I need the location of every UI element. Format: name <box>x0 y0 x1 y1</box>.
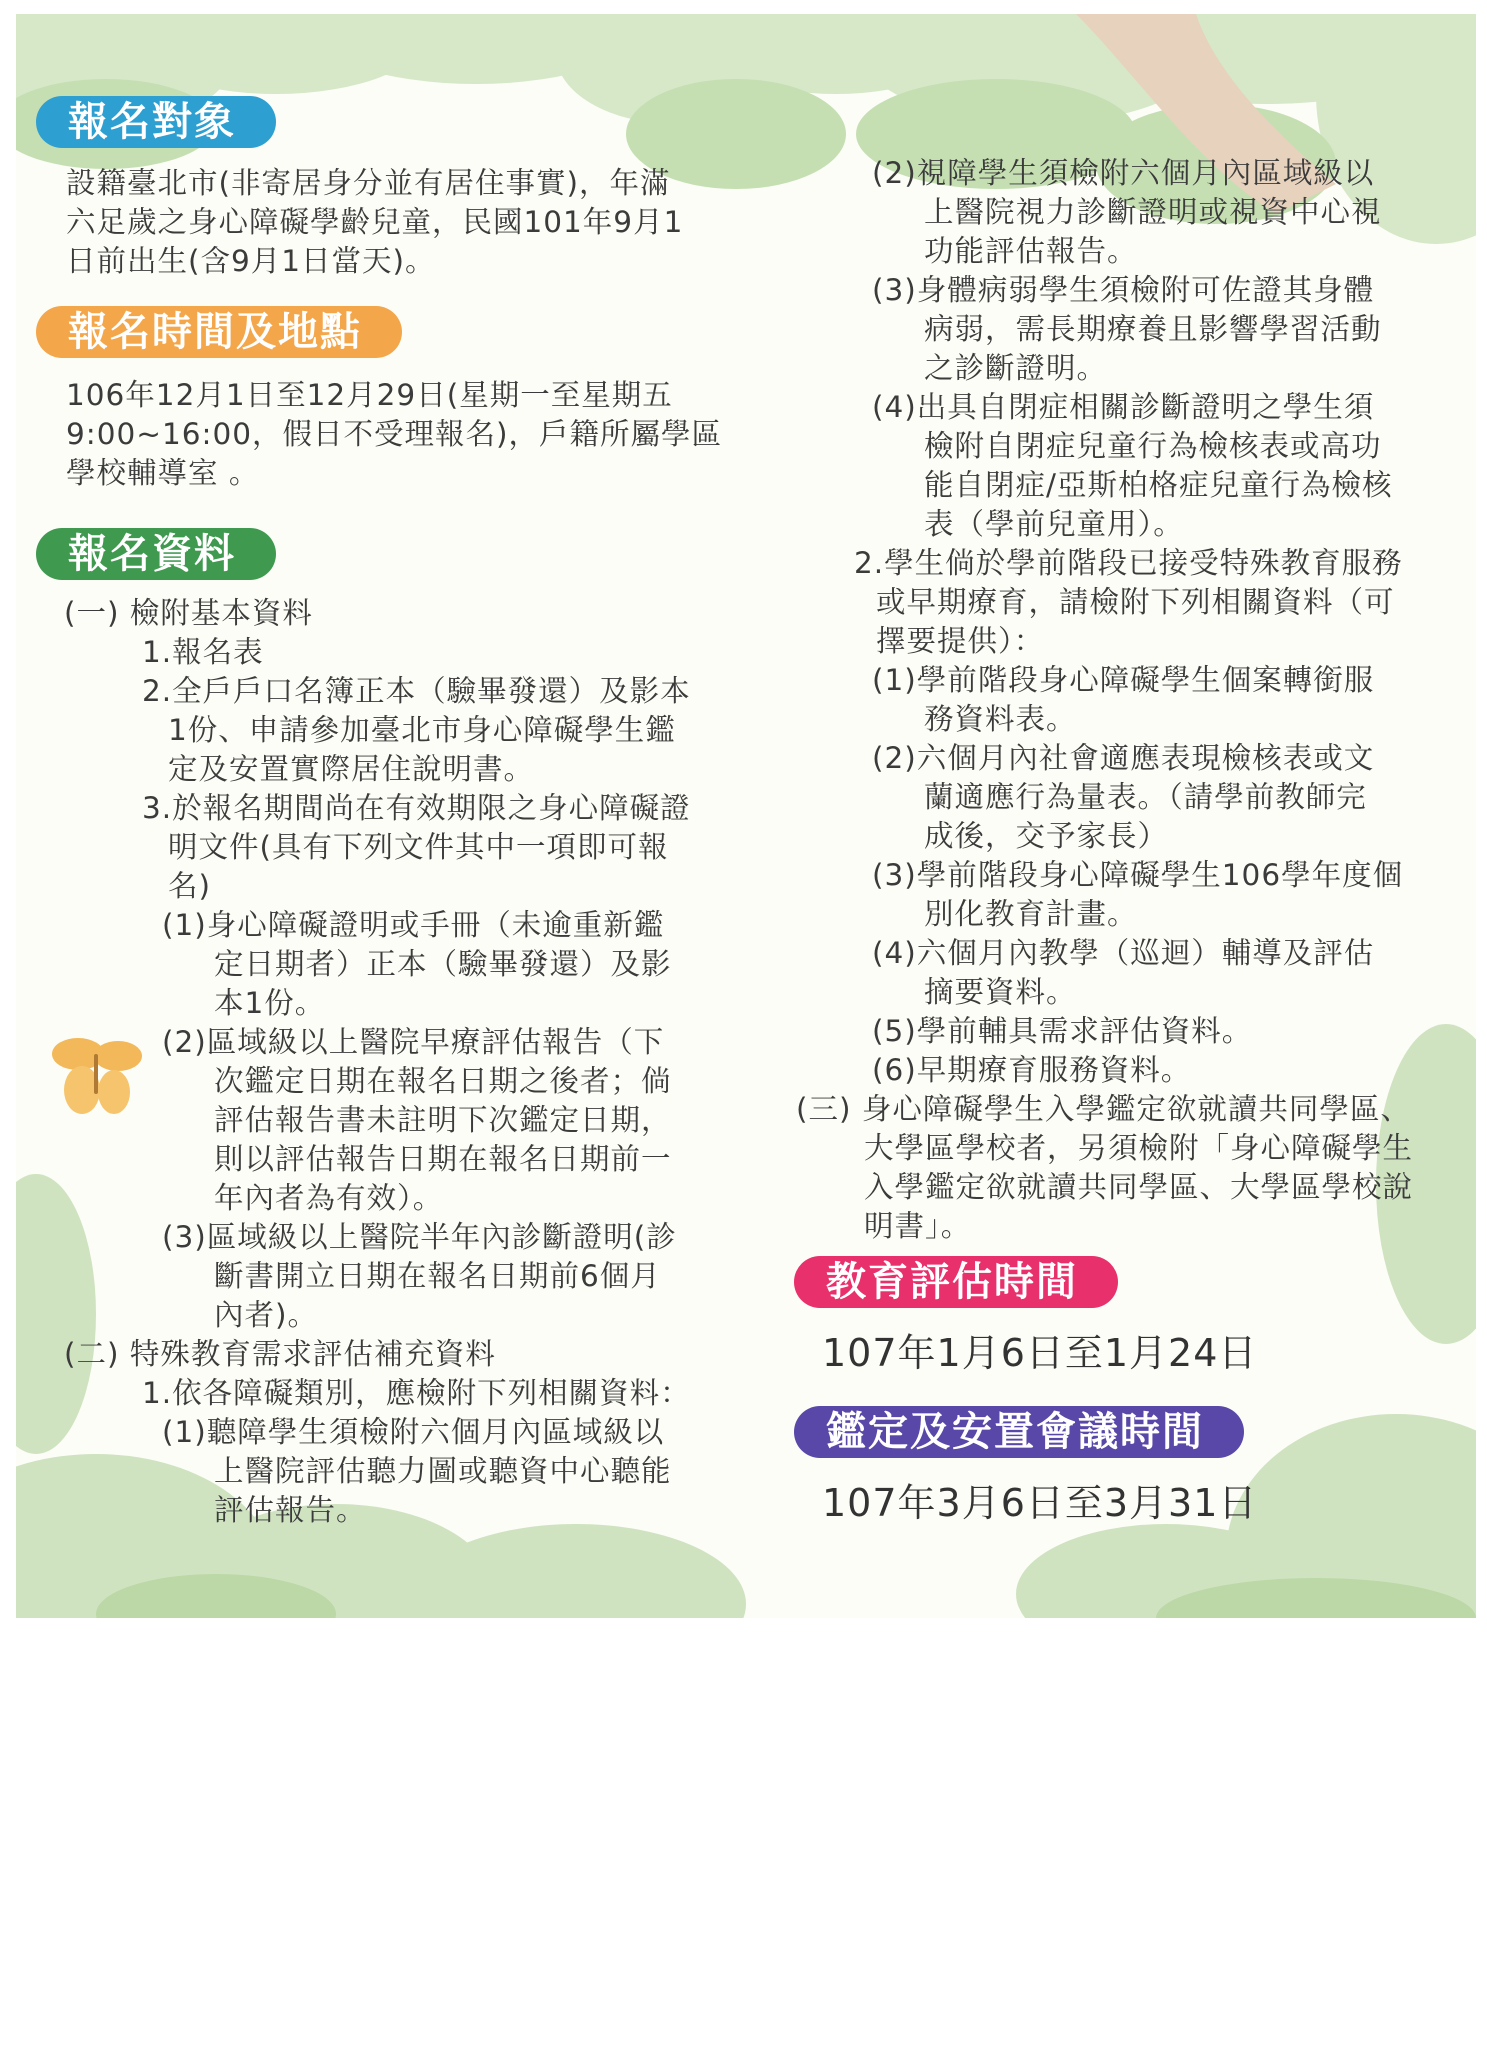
text-line: (5)學前輔具需求評估資料。 <box>872 1014 1253 1048</box>
documents-right-column <box>796 154 1466 1254</box>
text-line: 本1份。 <box>214 986 326 1020</box>
text-line: 定日期者）正本（驗畢發還）及影 <box>214 947 672 981</box>
documents-left-column <box>64 594 744 1527</box>
text-line: (4)出具自閉症相關診斷證明之學生須 <box>872 390 1375 424</box>
text-line: 設籍臺北市(非寄居身分並有居住事實)，年滿 <box>66 166 671 200</box>
text-line: 明書」。 <box>864 1209 972 1243</box>
text-line: 106年12月1日至12月29日(星期一至星期五 <box>66 378 673 412</box>
text-line: (3)身體病弱學生須檢附可佐證其身體 <box>872 273 1375 307</box>
text-line: (3)學前階段身心障礙學生106學年度個 <box>872 858 1404 892</box>
text-line: 內者)。 <box>214 1298 319 1332</box>
text-line: 大學區學校者，另須檢附「身心障礙學生 <box>864 1131 1414 1165</box>
text-line: 蘭適應行為量表。（請學前教師完 <box>924 780 1367 814</box>
text-line: 評估報告。 <box>214 1493 367 1527</box>
text-line: (6)早期療育服務資料。 <box>872 1053 1192 1087</box>
text-line: 入學鑑定欲就讀共同學區、大學區學校說 <box>864 1170 1414 1204</box>
text-line: 表（學前兒童用）。 <box>924 507 1184 541</box>
text-line: (1)學前階段身心障礙學生個案轉銜服 <box>872 663 1375 697</box>
text-line: 學校輔導室 。 <box>66 456 260 490</box>
text-line: 2.學生倘於學前階段已接受特殊教育服務 <box>854 546 1403 580</box>
evaluation-date: 107年1月6日至1月24日 <box>822 1331 1258 1375</box>
text-line: (二) 特殊教育需求評估補充資料 <box>64 1337 496 1371</box>
brochure-page <box>16 14 1476 1618</box>
text-line: (2)視障學生須檢附六個月內區域級以 <box>872 156 1375 190</box>
text-line: 上醫院評估聽力圖或聽資中心聽能 <box>214 1454 672 1488</box>
text-line: (4)六個月內教學（巡迴）輔導及評估 <box>872 936 1375 970</box>
text-line: (2)區域級以上醫院早療評估報告（下 <box>162 1025 665 1059</box>
text-line: 六足歲之身心障礙學齡兒童，民國101年9月1 <box>66 205 684 239</box>
text-line: 年內者為有效）。 <box>214 1181 444 1215</box>
text-line: 則以評估報告日期在報名日期前一 <box>214 1142 672 1176</box>
text-line: 1.報名表 <box>142 635 264 669</box>
text-line: (三) 身心障礙學生入學鑑定欲就讀共同學區、 <box>796 1092 1411 1126</box>
text-line: 之診斷證明。 <box>924 351 1108 385</box>
text-line: 2.全戶戶口名簿正本（驗畢發還）及影本 <box>142 674 691 708</box>
placement-date: 107年3月6日至3月31日 <box>822 1481 1258 1525</box>
text-line: 檢附自閉症兒童行為檢核表或高功 <box>924 429 1382 463</box>
text-line: 1份、申請參加臺北市身心障礙學生鑑 <box>168 713 676 747</box>
text-line: (3)區域級以上醫院半年內診斷證明(診 <box>162 1220 677 1254</box>
text-line: 或早期療育，請檢附下列相關資料（可 <box>876 585 1395 619</box>
evaluation-title: 教育評估時間 <box>794 1256 1118 1308</box>
text-line: 擇要提供）： <box>876 624 1045 658</box>
text-line: 斷書開立日期在報名日期前6個月 <box>214 1259 661 1293</box>
text-line: 次鑑定日期在報名日期之後者；倘 <box>214 1064 672 1098</box>
text-line: 功能評估報告。 <box>924 234 1138 268</box>
text-line: 3.於報名期間尚在有效期限之身心障礙證 <box>142 791 691 825</box>
text-line: (1)聽障學生須檢附六個月內區域級以 <box>162 1415 665 1449</box>
text-line: (一) 檢附基本資料 <box>64 596 313 630</box>
text-line: 摘要資料。 <box>924 975 1077 1009</box>
text-line: 成後，交予家長） <box>924 819 1169 853</box>
text-line: 明文件(具有下列文件其中一項即可報 <box>168 830 669 864</box>
text-line: 1.依各障礙類別，應檢附下列相關資料： <box>142 1376 691 1410</box>
text-line: 上醫院視力診斷證明或視資中心視 <box>924 195 1382 229</box>
text-line: 定及安置實際居住說明書。 <box>168 752 535 786</box>
text-line: 日前出生(含9月1日當天)。 <box>66 244 436 278</box>
eligibility-title: 報名對象 <box>36 96 276 148</box>
documents-title: 報名資料 <box>36 528 276 580</box>
text-line: 別化教育計畫。 <box>924 897 1138 931</box>
text-line: 務資料表。 <box>924 702 1077 736</box>
text-line: 9:00~16:00，假日不受理報名)，戶籍所屬學區 <box>66 417 722 451</box>
text-line: 病弱，需長期療養且影響學習活動 <box>924 312 1382 346</box>
text-line: 能自閉症/亞斯柏格症兒童行為檢核 <box>924 468 1393 502</box>
text-line: (1)身心障礙證明或手冊（未逾重新鑑 <box>162 908 665 942</box>
placement-title: 鑑定及安置會議時間 <box>794 1406 1244 1458</box>
text-line: 名) <box>168 869 212 903</box>
text-line: (2)六個月內社會適應表現檢核表或文 <box>872 741 1375 775</box>
text-line: 評估報告書未註明下次鑑定日期， <box>214 1103 672 1137</box>
time-place-title: 報名時間及地點 <box>36 306 402 358</box>
